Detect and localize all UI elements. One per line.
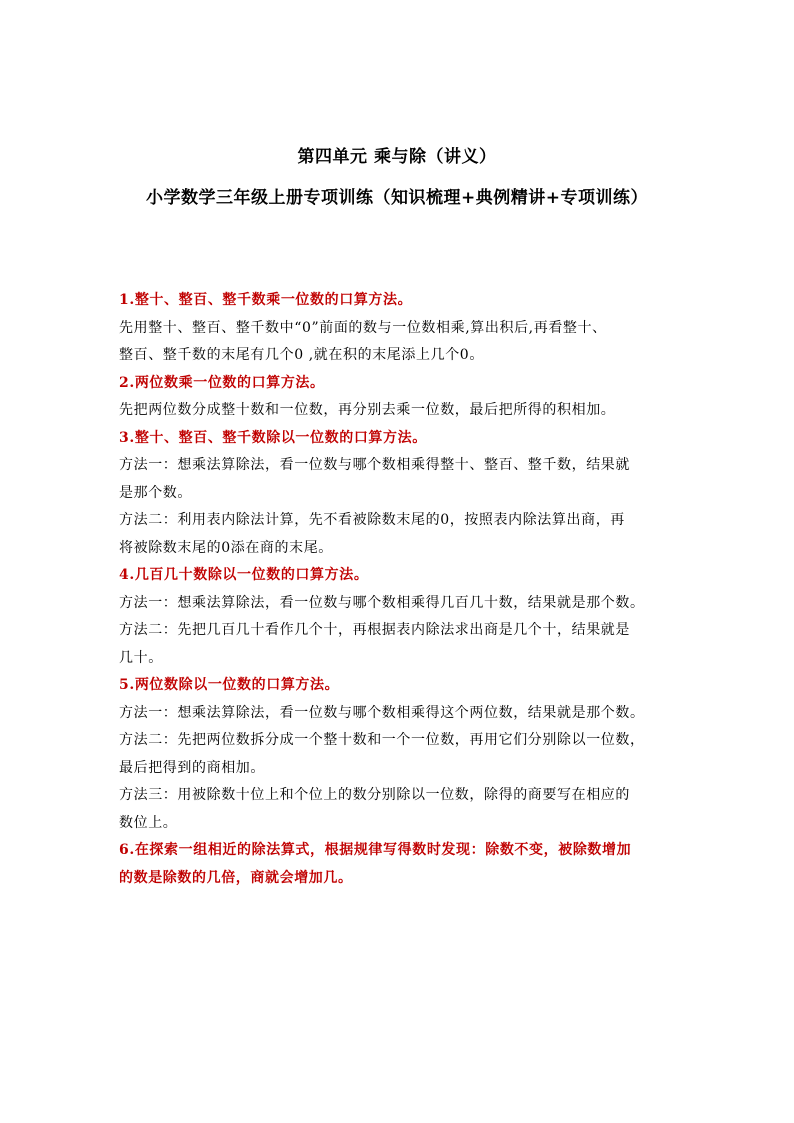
section-text-line: 方法二：先把几百几十看作几个十，再根据表内除法求出商是几个十，结果就是	[119, 622, 630, 638]
section-heading-6: 6.在探索一组相近的除法算式，根据规律写得数时发现：除数不变，被除数增加	[119, 842, 632, 858]
section-text-line: 先把两位数分成整十数和一位数，再分别去乘一位数，最后把所得的积相加。	[119, 402, 616, 418]
section-text-line: 是那个数。	[119, 484, 192, 501]
document-body	[119, 287, 681, 892]
section-heading-2: 2.两位数乘一位数的口算方法。	[119, 374, 325, 391]
section-text-line: 几十。	[119, 649, 163, 666]
section-heading-6-cont: 的数是除数的几倍，商就会增加几。	[119, 869, 353, 886]
section-heading-3: 3.整十、整百、整千数除以一位数的口算方法。	[119, 429, 427, 446]
section-text-line: 先用整十、整百、整千数中“0”前面的数与一位数相乘,算出积后,再看整十、	[119, 319, 607, 336]
section-text-line: 最后把得到的商相加。	[119, 759, 265, 776]
section-heading-4: 4.几百几十数除以一位数的口算方法。	[119, 567, 369, 583]
section-text-line: 整百、整千数的末尾有几个0 ,就在积的末尾添上几个0。	[119, 347, 484, 363]
section-heading-5: 5.两位数除以一位数的口算方法。	[119, 677, 340, 693]
page-subtitle: 小学数学三年级上册专项训练（知识梳理+典例精讲+专项训练）	[146, 188, 648, 208]
section-text-line: 方法三：用被除数十位上和个位上的数分别除以一位数，除得的商要写在相应的	[119, 787, 630, 803]
section-text-line: 方法二：利用表内除法计算，先不看被除数末尾的0，按照表内除法算出商，再	[119, 512, 625, 528]
section-text-line: 方法一：想乘法算除法，看一位数与哪个数相乘得整十、整百、整千数，结果就	[119, 457, 630, 473]
section-text-line: 数位上。	[119, 814, 178, 831]
section-text-line: 方法一：想乘法算除法，看一位数与哪个数相乘得这个两位数，结果就是那个数。	[119, 704, 645, 721]
section-heading-1: 1.整十、整百、整千数乘一位数的口算方法。	[119, 292, 413, 308]
section-text-line: 方法一：想乘法算除法，看一位数与哪个数相乘得几百几十数，结果就是那个数。	[119, 594, 645, 611]
section-text-line: 将被除数末尾的0添在商的末尾。	[119, 539, 333, 556]
page-title: 第四单元 乘与除（讲义）	[297, 147, 497, 167]
section-text-line: 方法二：先把两位数拆分成一个整十数和一个一位数，再用它们分别除以一位数，	[119, 732, 645, 748]
